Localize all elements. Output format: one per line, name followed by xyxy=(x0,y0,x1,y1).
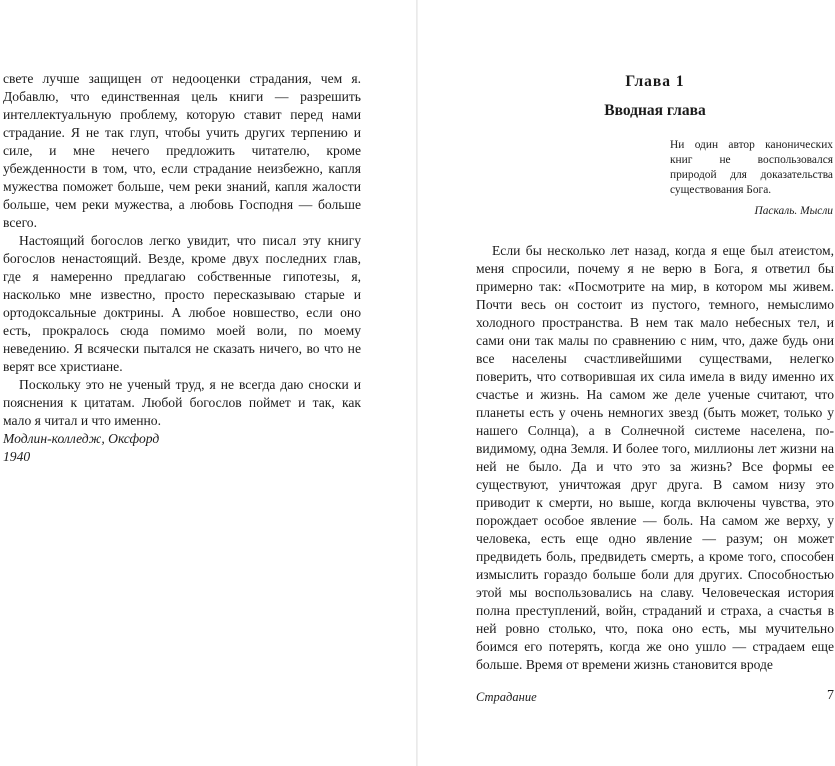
running-footer-title: Страдание xyxy=(476,690,537,704)
epigraph-source: Паскаль. Мысли xyxy=(754,205,833,217)
left-page xyxy=(0,0,416,766)
chapter-number: Глава 1 xyxy=(625,73,685,90)
signature-year: 1940 xyxy=(3,449,31,464)
page-number: 7 xyxy=(827,688,834,703)
preface-body xyxy=(3,70,361,430)
signature-place: Модлин-колледж, Оксфорд xyxy=(3,431,160,446)
chapter-body xyxy=(476,242,834,674)
preface-paragraph-1: свете лучше защищен от недооценки страдания, чем я. Добавлю, что единственная цель книги — разрешить интеллектуальную проблему, которую ставит перед нами страдание. Я не так глуп, чтобы учить других терпению и силе, и мне нечего предложить читателю, кроме убежденности в том, что, если страдание неизбежно, капля мужества поможет больше, чем реки знаний, капля жалости больше, чем реки мужества, а любовь Господня — больше всего. xyxy=(3,71,361,230)
preface-paragraph-2: Настоящий богослов легко увидит, что писал эту книгу богослов ненастоящий. Везде, кроме двух последних глав, где я намеренно предлагаю собственные гипотезы, я, насколько мне известно, просто пересказываю старые и ортодоксальные доктрины. А любое новшество, если оно есть, прокралось сюда помимо моей воли, по моему неведению. Я всячески пытался не сказать ничего, во что не верят все христиане. xyxy=(3,233,361,374)
chapter-paragraph-1: Если бы несколько лет назад, когда я еще был атеистом, меня спросили, почему я не верю в Бога, я ответил бы примерно так: «Посмотрите на мир, в котором мы живем. Почти весь он состоит из пустого, темного, немыслимо холодного пространства. В нем так мало небесных тел, и сами они так малы по сравнению с ним, что, даже будь они все населены счастливейшими существами, нелегко поверить, что сотворившая их сила имела в виду именно их счастье и жизнь. На самом же деле ученые считают, что планеты есть у очень немногих звезд (быть может, только у нашего Солнца), а в Солнечной системе населена, по-видимому, одна Земля. И более того, миллионы лет жизни на ней не было. Да и что это за жизнь? Все формы ее существуют, уничтожая друг друга. В самом низу это приводит к смерти, но выше, когда включены чувства, это порождает особое явление — боль. На самом же верху, у человека, есть еще одно явление — разум; он может предвидеть боль, предвидеть смерть, а кроме того, способен измыслить гораздо больше боли для других. Способностью этой мы воспользовались на славу. Человеческая история полна преступлений, войн, страданий и страха, а счастья в ней ровно столько, что, пока оно есть, мы мучительно боимся его потерять, когда же оно ушло — страдаем еще больше. Время от времени жизнь становится вроде xyxy=(476,243,834,672)
epigraph-text: Ни один автор канонических книг не воспользовался природой для доказательства существования Бога. xyxy=(670,139,833,196)
preface-signature xyxy=(3,430,361,466)
preface-paragraph-3: Поскольку это не ученый труд, я не всегда даю сноски и пояснения к цитатам. Любой богослов поймет и так, как мало я читал и что именно. xyxy=(3,377,361,428)
right-page xyxy=(418,0,835,766)
chapter-title: Вводная глава xyxy=(604,102,706,119)
